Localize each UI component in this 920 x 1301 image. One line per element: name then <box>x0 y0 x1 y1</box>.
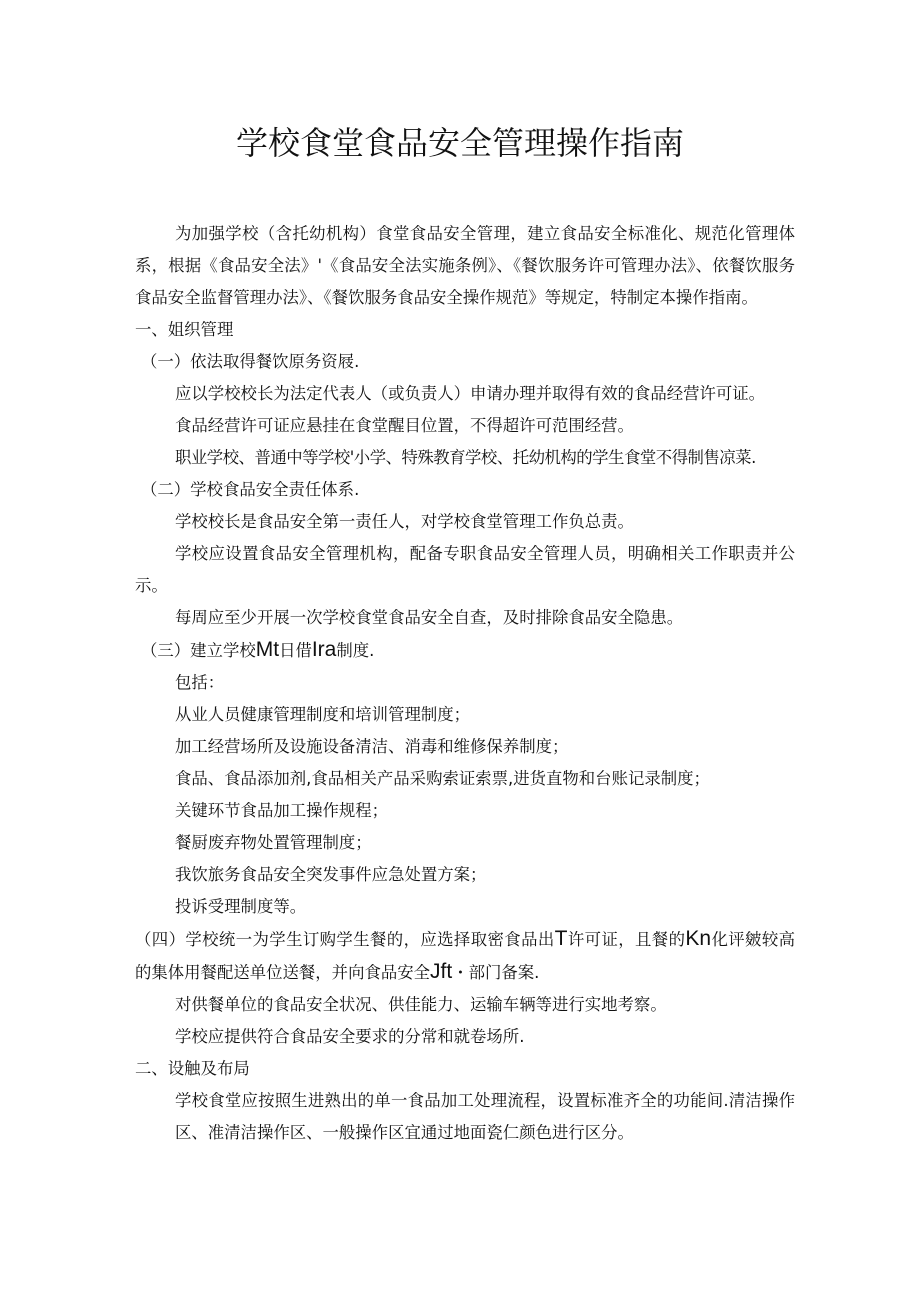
heading-text: 制度. <box>336 641 375 660</box>
subsection-2-item: 学校应设置食品安全管理机构，配备专职食品安全管理人员，明确相关工作职责并公示。 <box>135 544 795 595</box>
intro-paragraph: 为加强学校（含托幼机构）食堂食品安全管理，建立食品安全标准化、规范化管理体系，根据《食品安全法》'《食品安全法实施条例》、《餐饮服务许可管理办法》、依餐饮服务食品安全监督管理办法》、《餐饮服务食品安全操作规范》等规定，特制定本操作指南。 <box>135 224 795 307</box>
document-body <box>135 218 795 1149</box>
heading-text-garbled: Jft <box>430 960 453 983</box>
subsection-3-item: 投诉受理制度等。 <box>175 897 307 916</box>
subsection-1-heading: （一）依法取得餐饮原务资屐. <box>141 352 360 371</box>
heading-text: ・部门备案. <box>452 963 540 982</box>
subsection-3-item: 包括： <box>175 673 225 692</box>
heading-text-garbled: Ira <box>311 638 337 661</box>
subsection-2-heading: （二）学校食品安全责任体系. <box>141 480 360 499</box>
subsection-3-item: 食品、食品添加剂,食品相关产品采购索证索票,进货直物和台账记录制度； <box>175 769 710 788</box>
subsection-4-item: 对供餐单位的食品安全状况、供佳能力、运输车辆等进行实地考察。 <box>175 995 667 1014</box>
heading-text: 许可证，且餐的 <box>567 930 686 949</box>
subsection-4-item: 学校应提供符合食品安全要求的分常和就卷场所. <box>175 1027 525 1046</box>
heading-text-garbled: T <box>554 927 568 950</box>
subsection-2-item: 学校校长是食品安全第一责任人，对学校食堂管理工作负总责。 <box>175 512 634 531</box>
heading-text: 日借 <box>279 641 312 660</box>
subsection-1-item: 应以学校校长为法定代表人（或负责人）申请办理并取得有效的食品经营许可证。 <box>175 384 766 403</box>
section-2-heading: 二、设触及布局 <box>135 1059 250 1078</box>
subsection-1-item: 职业学校、普通中等学校'小学、特殊教育学校、托幼机构的学生食堂不得制售凉菜. <box>175 448 756 467</box>
subsection-1-item: 食品经营许可证应悬挂在食堂醒目位置，不得超许可范围经营。 <box>175 416 634 435</box>
document-title: 学校食堂食品安全管理操作指南 <box>235 124 684 162</box>
subsection-3-item: 餐厨废弃物处置管理制度； <box>175 833 372 852</box>
heading-text-garbled: Mt <box>255 638 280 661</box>
heading-text-garbled: Kn <box>685 927 712 950</box>
subsection-3-item: 我饮旅务食品安全突发事件应急处置方案； <box>175 865 487 884</box>
subsection-2-item: 每周应至少开展一次学校食堂食品安全自查，及时排除食品安全隐患。 <box>175 608 684 627</box>
heading-text: （三）建立学校 <box>141 641 256 660</box>
subsection-3-item: 关键环节食品加工操作规程； <box>175 801 389 820</box>
heading-text: 化评皴较高的集体用餐配送单位送餐，并向食品安全 <box>135 930 796 982</box>
section-1-heading: 一、姐织管理 <box>135 320 234 339</box>
subsection-3-heading <box>135 634 795 667</box>
subsection-3-item: 加工经营场所及设施设备清洁、消毒和维修保养制度； <box>175 737 569 756</box>
heading-text: （四）学校统一为学生订购学生餐的，应选择取密食品出 <box>135 930 555 949</box>
subsection-3-item: 从业人员健康管理制度和培训管理制度； <box>175 705 471 724</box>
subsection-4-heading <box>135 923 795 989</box>
section-2-item: 学校食堂应按照生进熟出的单一食品加工处理流程，设置标准齐全的功能间.清洁操作区、准清洁操作区、一般操作区宜通过地面瓷仁颜色进行区分。 <box>175 1091 795 1142</box>
